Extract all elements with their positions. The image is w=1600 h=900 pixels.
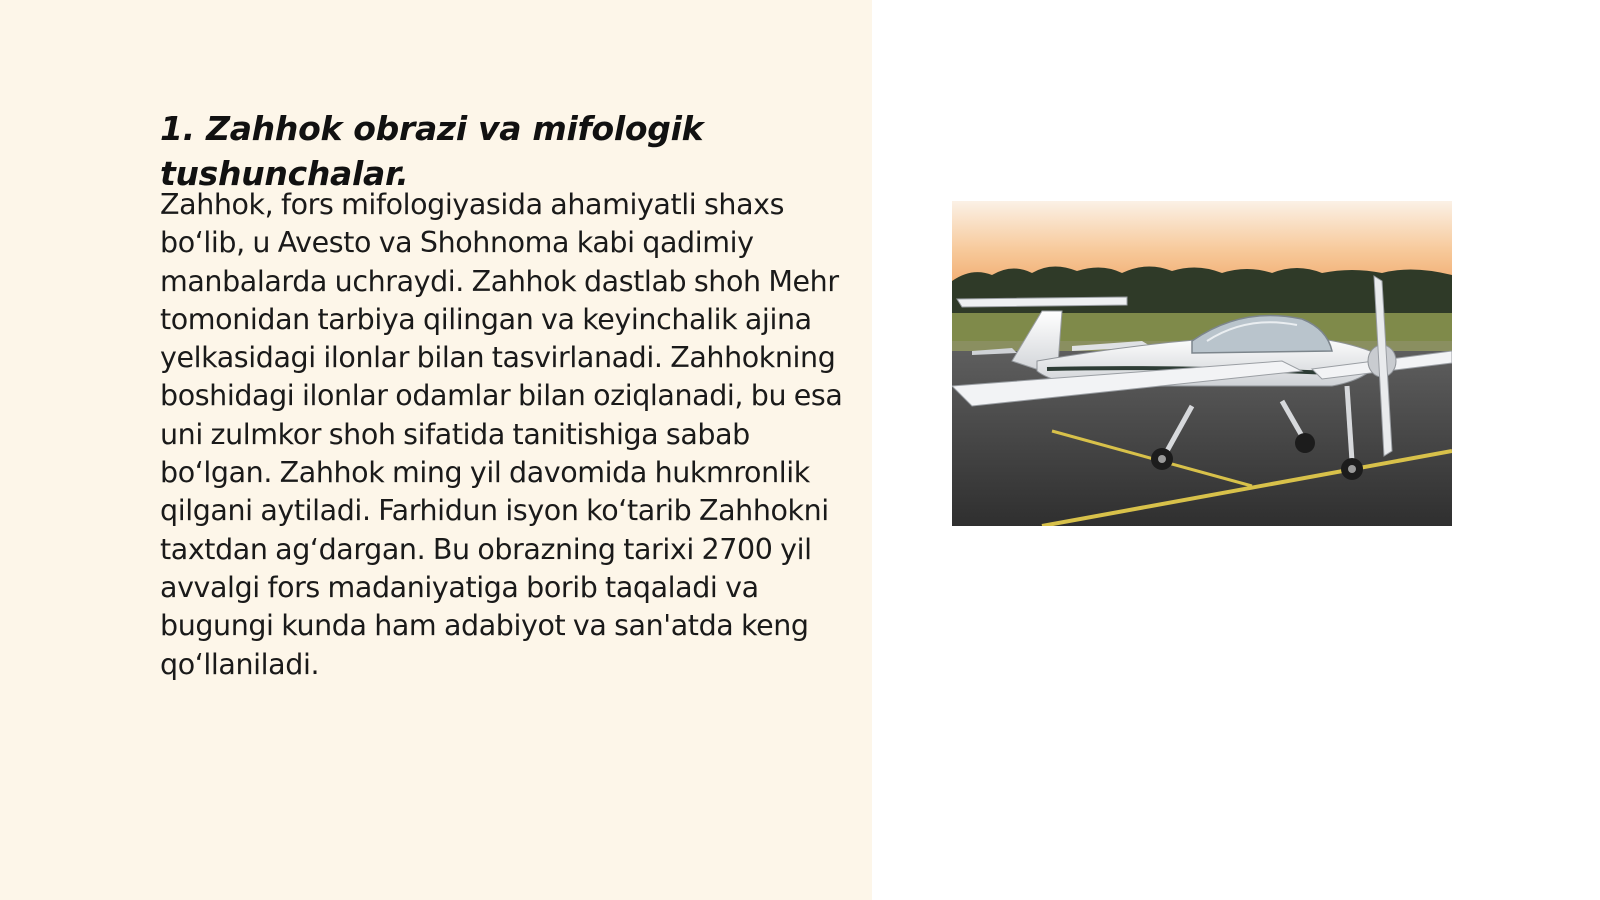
slide-body-text: Zahhok, fors mifologiyasida ahamiyatli shaxs bo‘lib, u Avesto va Shohnoma kabi qadimiy manbalarda uchraydi. Zahhok dastlab shoh Mehr tomonidan tarbiya qilingan va keyinchalik ajina yelkasidagi ilonlar bilan tasvirlanadi. Zahhokning boshidagi ilonlar odamlar bilan oziqlanadi, bu esa uni zulmkor shoh sifatida tanitishiga sabab bo‘lgan. Zahhok ming yil davomida hukmronlik qilgani aytiladi. Farhidun isyon ko‘tarib Zahhokni taxtdan ag‘dargan. Bu obrazning tarixi 2700 yil avvalgi fors madaniyatiga borib taqaladi va bugungi kunda ham adabiyot va san'atda keng qo‘llaniladi. bbox=[160, 188, 843, 681]
slide-title: 1. Zahhok obrazi va mifologik tushunchalar. bbox=[160, 109, 704, 193]
airplane-photo bbox=[952, 201, 1452, 526]
airplane-illustration bbox=[952, 201, 1452, 526]
